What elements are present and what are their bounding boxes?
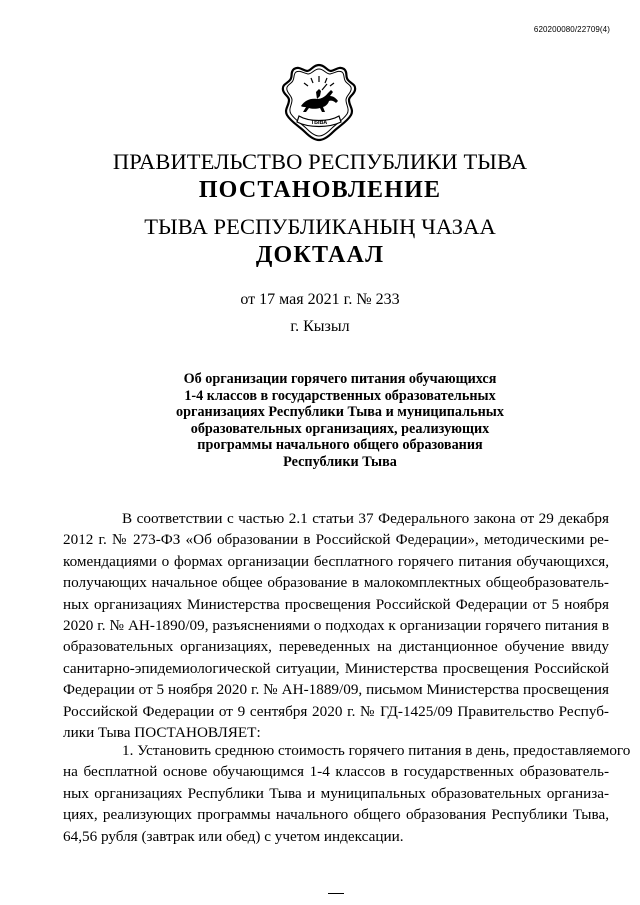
paragraph-line: получающих начальное общее образование в малокомплектных общеобразователь- bbox=[63, 574, 609, 592]
decree-title bbox=[160, 371, 520, 470]
government-name-tuvan: ТЫВА РЕСПУБЛИКАНЫҢ ЧАЗАА bbox=[144, 214, 496, 239]
government-name-russian: ПРАВИТЕЛЬСТВО РЕСПУБЛИКИ ТЫВА bbox=[112, 149, 528, 174]
paragraph-line: Федерации от 5 ноября 2020 г. № АН-1889/09, письмом Министерства просвещения bbox=[63, 681, 609, 699]
decree-heading-tuvan: ДОКТААЛ bbox=[255, 242, 385, 268]
paragraph-line: лики Тыва ПОСТАНОВЛЯЕТ: bbox=[63, 724, 261, 742]
title-line: организациях Республики Тыва и муниципальных bbox=[176, 404, 504, 420]
title-line: 1-4 классов в государственных образовательных bbox=[184, 387, 496, 404]
paragraph-line: ных организациях Республики Тыва и муниципальных образовательных организа- bbox=[63, 784, 609, 802]
paragraph-line: В соответствии с частью 2.1 статьи 37 Федерального закона от 29 декабря bbox=[122, 510, 609, 527]
paragraph-line: образовательных организациях, переведенных на дистанционное обучение ввиду bbox=[63, 638, 609, 656]
paragraph-line: 2012 г. № 273-ФЗ «Об образовании в Российской Федерации», методическими ре- bbox=[63, 531, 609, 549]
decree-heading-russian: ПОСТАНОВЛЕНИЕ bbox=[198, 177, 442, 203]
decree-date-number: от 17 мая 2021 г. № 233 bbox=[240, 291, 400, 308]
paragraph-line: на бесплатной основе обучающимся 1-4 классов в государственных образователь- bbox=[63, 763, 609, 781]
page-footer-mark bbox=[328, 893, 344, 894]
title-line: Республики Тыва bbox=[283, 453, 397, 470]
paragraph-line: ных организациях Министерства просвещения Российской Федерации от 5 ноября bbox=[63, 595, 609, 613]
clause-1-paragraph bbox=[63, 740, 631, 847]
paragraph-line: санитарно-эпидемиологической ситуации, Министерства просвещения Российской bbox=[63, 659, 609, 677]
paragraph-line: 1. Установить среднюю стоимость горячего питания в день, предоставляемого bbox=[122, 742, 631, 759]
preamble-paragraph bbox=[63, 508, 609, 743]
paragraph-line: 2020 г. № АН-1890/09, разъяснениями о подходах к организации горячего питания в bbox=[63, 617, 609, 635]
title-line: образовательных организациях, реализующих bbox=[190, 420, 490, 437]
emblem-banner-text: ТЫВА bbox=[310, 120, 328, 126]
title-line: Об организации горячего питания обучающихся bbox=[183, 371, 497, 387]
decree-city: г. Кызыл bbox=[290, 318, 350, 335]
paragraph-line: циях, реализующих программы начального общего образования Республики Тыва, bbox=[63, 806, 609, 824]
paragraph-line: комендациями о формах организации бесплатного горячего питания обучающихся, bbox=[63, 552, 609, 570]
paragraph-line: Российской Федерации от 9 сентября 2020 г. № ГД-1425/09 Правительство Респуб- bbox=[63, 702, 609, 720]
title-line: программы начального общего образования bbox=[197, 437, 483, 453]
coat-of-arms-emblem bbox=[281, 62, 357, 142]
paragraph-line: 64,56 рубля (завтрак или обед) с учетом индексации. bbox=[63, 827, 404, 845]
document-id: 620200080/22709(4) bbox=[533, 25, 610, 34]
